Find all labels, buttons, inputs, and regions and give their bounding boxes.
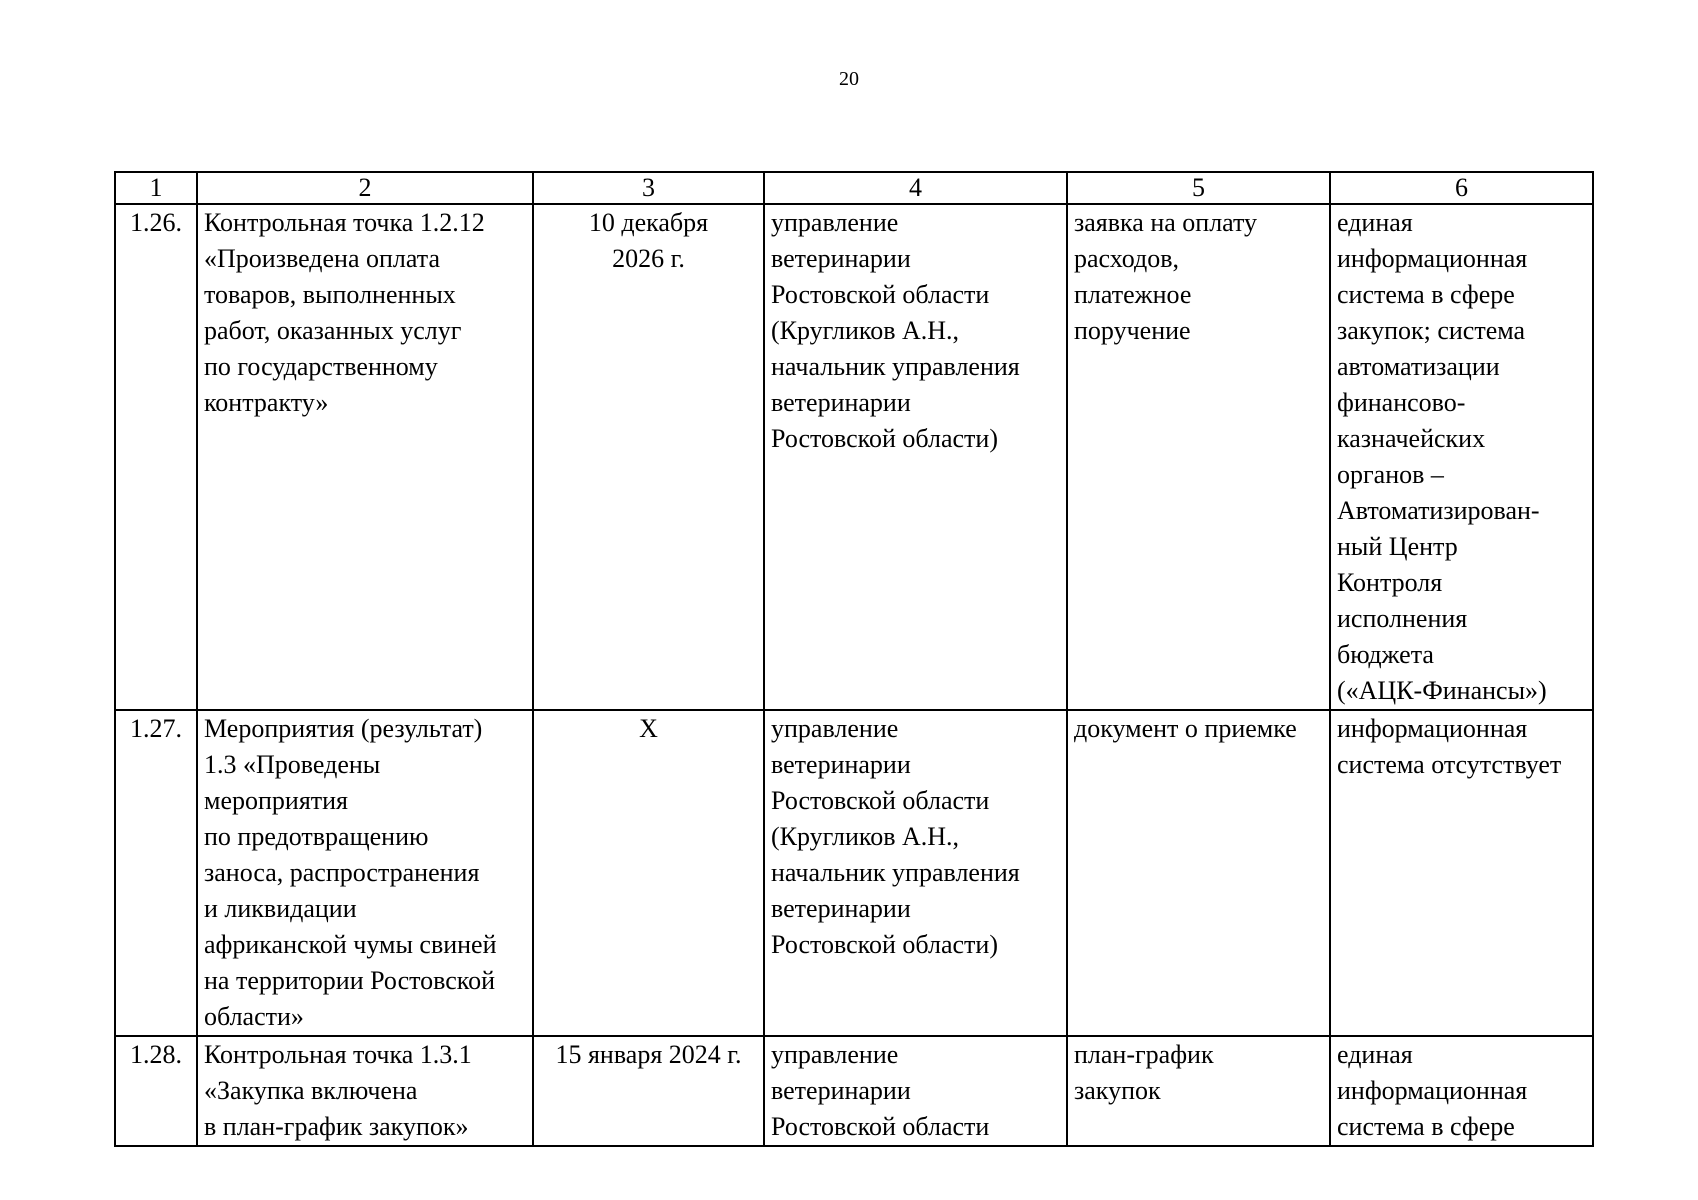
row-system: единая информационная система в сфере: [1330, 1036, 1593, 1146]
column-header-3: 3: [533, 172, 764, 204]
table-row: [115, 710, 1593, 1036]
row-date: 10 декабря 2026 г.: [533, 204, 764, 710]
column-header-1: 1: [115, 172, 197, 204]
page-number: 20: [839, 68, 859, 90]
row-responsible: управление ветеринарии Ростовской области: [764, 1036, 1067, 1146]
table-header-row: [115, 172, 1593, 204]
row-system: единая информационная система в сфере закупок; система автоматизации финансово- казначейских органов – Автоматизирован- ный Центр Контроля исполнения бюджета («АЦК-Финансы»): [1330, 204, 1593, 710]
row-system: информационная система отсутствует: [1330, 710, 1593, 1036]
row-name: Контрольная точка 1.2.12 «Произведена оплата товаров, выполненных работ, оказанных услуг по государственному контракту»: [197, 204, 533, 710]
column-header-2: 2: [197, 172, 533, 204]
column-header-5: 5: [1067, 172, 1330, 204]
row-responsible: управление ветеринарии Ростовской области (Кругликов А.Н., начальник управления ветеринарии Ростовской области): [764, 710, 1067, 1036]
row-date: 15 января 2024 г.: [533, 1036, 764, 1146]
row-document: план-график закупок: [1067, 1036, 1330, 1146]
row-name: Мероприятия (результат) 1.3 «Проведены мероприятия по предотвращению заноса, распространения и ликвидации африканской чумы свиней на территории Ростовской области»: [197, 710, 533, 1036]
column-header-4: 4: [764, 172, 1067, 204]
row-document: заявка на оплату расходов, платежное поручение: [1067, 204, 1330, 710]
row-responsible: управление ветеринарии Ростовской области (Кругликов А.Н., начальник управления ветеринарии Ростовской области): [764, 204, 1067, 710]
table-row: [115, 204, 1593, 710]
row-number: 1.26.: [115, 204, 197, 710]
row-name: Контрольная точка 1.3.1 «Закупка включена в план-график закупок»: [197, 1036, 533, 1146]
column-header-6: 6: [1330, 172, 1593, 204]
table-row: [115, 1036, 1593, 1146]
row-number: 1.27.: [115, 710, 197, 1036]
row-document: документ о приемке: [1067, 710, 1330, 1036]
control-points-table: [114, 171, 1594, 1147]
row-number: 1.28.: [115, 1036, 197, 1146]
row-date: X: [533, 710, 764, 1036]
